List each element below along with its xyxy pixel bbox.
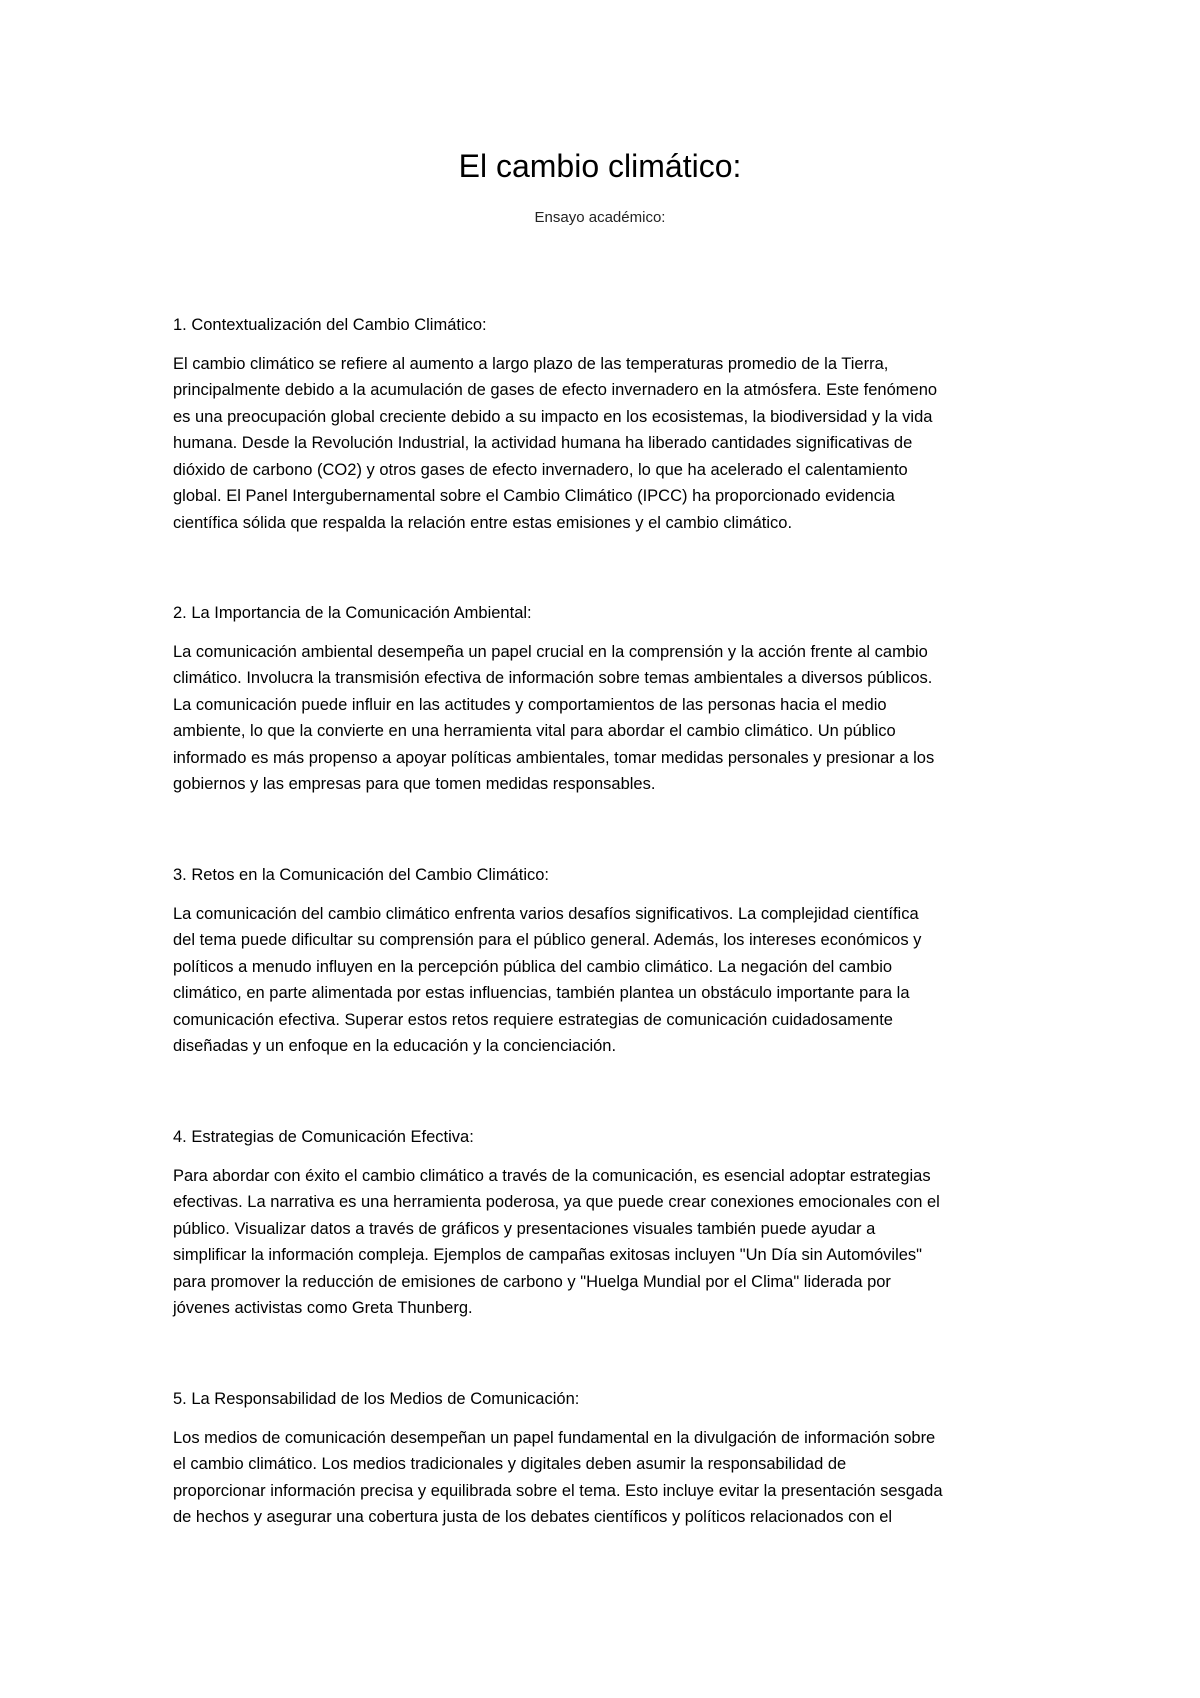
paragraph-line: humana. Desde la Revolución Industrial, la actividad humana ha liberado cantidades significativas de [173, 434, 913, 452]
section-body [173, 901, 1035, 1060]
paragraph-line: La comunicación puede influir en las actitudes y comportamientos de las personas hacia el medio [173, 695, 887, 714]
paragraph-line: jóvenes activistas como Greta Thunberg. [173, 1299, 473, 1317]
section-heading: 3. Retos en la Comunicación del Cambio Climático: [173, 866, 550, 884]
paragraph-line: informado es más propenso a apoyar políticas ambientales, tomar medidas personales y presionar a los [173, 748, 935, 767]
section-body [173, 351, 1035, 537]
paragraph-line: climático, en parte alimentada por estas influencias, también plantea un obstáculo importante para la [173, 984, 910, 1002]
section-importancia-comunicacion [173, 600, 1035, 798]
document-title: El cambio climático: [458, 148, 742, 184]
paragraph-line: principalmente debido a la acumulación de gases de efecto invernadero en la atmósfera. Este fenómeno [173, 381, 938, 399]
section-retos [173, 862, 1035, 1060]
paragraph-line: La comunicación del cambio climático enfrenta varios desafíos significativos. La complejidad científica [173, 904, 919, 923]
paragraph-line: dióxido de carbono (CO2) y otros gases de efecto invernadero, lo que ha acelerado el calentamiento [173, 460, 908, 479]
paragraph-line: La comunicación ambiental desempeña un papel crucial en la comprensión y la acción frente al cambio [173, 642, 928, 661]
section-estrategias [173, 1124, 1035, 1322]
paragraph-line: Los medios de comunicación desempeñan un papel fundamental en la divulgación de información sobre [173, 1428, 936, 1447]
paragraph-line: el cambio climático. Los medios tradicionales y digitales deben asumir la responsabilidad de [173, 1455, 847, 1473]
paragraph-line: del tema puede dificultar su comprensión para el público general. Además, los intereses económicos y [173, 931, 922, 949]
paragraph-line: de hechos y asegurar una cobertura justa de los debates científicos y políticos relacionados con el [173, 1508, 893, 1526]
paragraph-line: para promover la reducción de emisiones de carbono y "Huelga Mundial por el Clima" liderada por [173, 1272, 891, 1291]
paragraph-line: Para abordar con éxito el cambio climático a través de la comunicación, es esencial adoptar estrategias [173, 1166, 931, 1185]
paragraph-line: científica sólida que respalda la relación entre estas emisiones y el cambio climático. [173, 513, 793, 532]
paragraph-line: diseñadas y un enfoque en la educación y la concienciación. [173, 1037, 617, 1055]
paragraph-line: El cambio climático se refiere al aumento a largo plazo de las temperaturas promedio de la Tierra, [173, 354, 889, 373]
paragraph-line: climático. Involucra la transmisión efectiva de información sobre temas ambientales a diversos públicos. [173, 669, 933, 687]
section-heading: 1. Contextualización del Cambio Climático: [173, 316, 487, 334]
paragraph-line: gobiernos y las empresas para que tomen medidas responsables. [173, 775, 656, 793]
paragraph-line: comunicación efectiva. Superar estos retos requiere estrategias de comunicación cuidadosamente [173, 1010, 893, 1029]
section-heading: 2. La Importancia de la Comunicación Ambiental: [173, 604, 532, 622]
paragraph-line: políticos a menudo influyen en la percepción pública del cambio climático. La negación del cambio [173, 957, 893, 976]
paragraph-line: global. El Panel Intergubernamental sobre el Cambio Climático (IPCC) ha proporcionado evidencia [173, 487, 895, 505]
paragraph-line: público. Visualizar datos a través de gráficos y presentaciones visuales también puede ayudar a [173, 1219, 876, 1238]
section-contextualizacion [173, 312, 1035, 536]
section-heading: 5. La Responsabilidad de los Medios de Comunicación: [173, 1390, 580, 1408]
paragraph-line: efectivas. La narrativa es una herramienta poderosa, ya que puede crear conexiones emocionales con el [173, 1193, 940, 1211]
paragraph-line: simplificar la información compleja. Ejemplos de campañas exitosas incluyen "Un Día sin Automóviles" [173, 1246, 923, 1264]
section-body [173, 639, 1035, 798]
section-heading: 4. Estrategias de Comunicación Efectiva: [173, 1128, 474, 1146]
paragraph-line: proporcionar información precisa y equilibrada sobre el tema. Esto incluye evitar la presentación sesgada [173, 1481, 943, 1500]
section-body [173, 1425, 1035, 1531]
paragraph-line: ambiente, lo que la convierte en una herramienta vital para abordar el cambio climático. Un público [173, 722, 896, 740]
paragraph-line: es una preocupación global creciente debido a su impacto en los ecosistemas, la biodiversidad y la vida [173, 407, 933, 426]
section-body [173, 1163, 1035, 1322]
document-subtitle: Ensayo académico: [534, 209, 666, 226]
section-responsabilidad-medios [173, 1386, 1035, 1531]
